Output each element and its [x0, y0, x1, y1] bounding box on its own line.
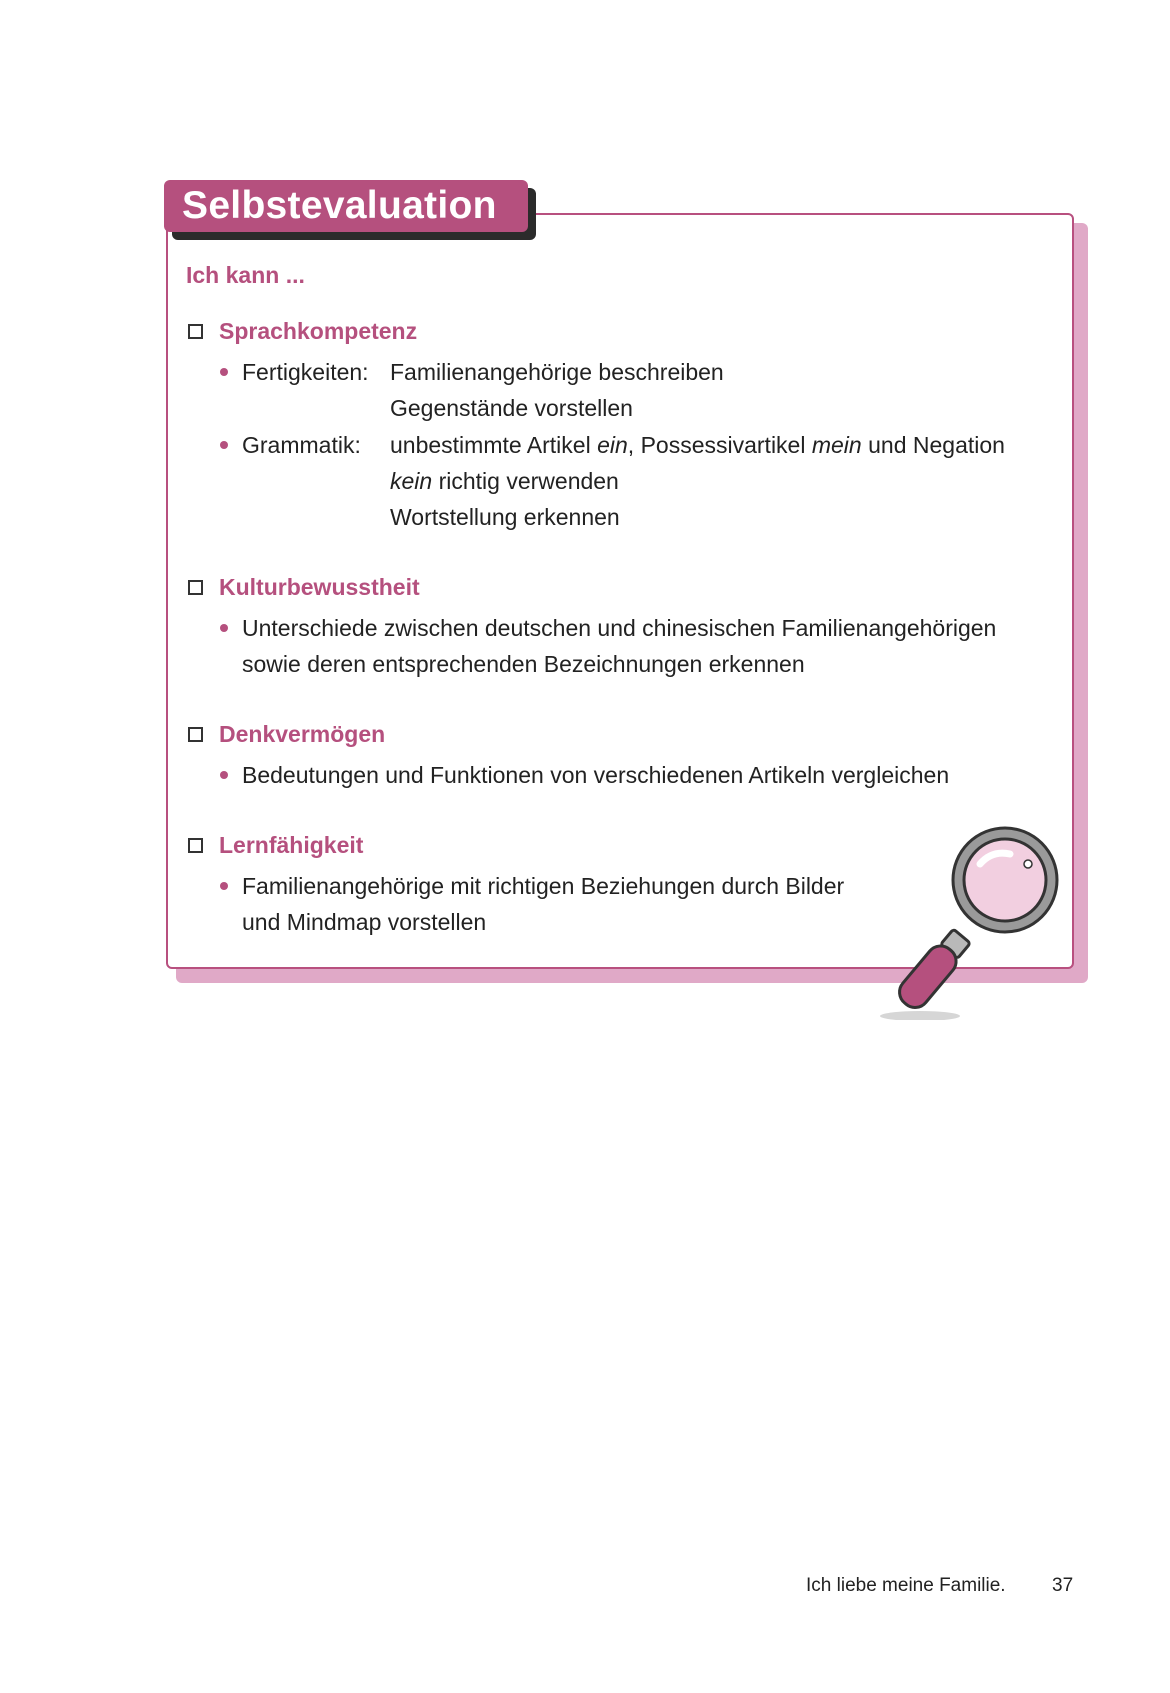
- fertigkeiten-line-1: Familienangehörige beschreiben: [390, 359, 724, 385]
- emphasis-ein: ein: [597, 432, 628, 458]
- text-span: unbestimmte Artikel: [390, 432, 598, 458]
- text-span: und Negation: [861, 432, 1005, 458]
- checkbox-icon[interactable]: [188, 580, 203, 595]
- section-denkvermoegen[interactable]: [188, 721, 385, 748]
- grammatik-label: Grammatik:: [242, 432, 361, 458]
- bullet-icon: [220, 368, 228, 376]
- checkbox-icon[interactable]: [188, 324, 203, 339]
- bullet-icon: [220, 441, 228, 449]
- section-lernfaehigkeit[interactable]: [188, 832, 363, 859]
- kultur-line-2: sowie deren entsprechenden Bezeichnungen erkennen: [242, 651, 805, 677]
- page-title: Selbstevaluation: [164, 180, 528, 232]
- grammatik-line-3: Wortstellung erkennen: [390, 504, 620, 530]
- bullet-icon: [220, 882, 228, 890]
- section-heading: Sprachkompetenz: [219, 318, 418, 344]
- fertigkeiten-label: Fertigkeiten:: [242, 359, 369, 385]
- emphasis-mein: mein: [811, 432, 862, 458]
- page-number: 37: [1052, 1575, 1074, 1596]
- section-sprachkompetenz[interactable]: [188, 318, 417, 345]
- fertigkeiten-line-2: Gegenstände vorstellen: [390, 395, 633, 421]
- checkbox-icon[interactable]: [188, 727, 203, 742]
- intro-text: Ich kann ...: [186, 262, 305, 288]
- section-heading: Kulturbewusstheit: [219, 574, 420, 600]
- footer-text: Ich liebe meine Familie.: [806, 1575, 1006, 1596]
- emphasis-kein: kein: [390, 468, 433, 494]
- bullet-icon: [220, 624, 228, 632]
- checkbox-icon[interactable]: [188, 838, 203, 853]
- lern-line-2: und Mindmap vorstellen: [242, 909, 487, 935]
- grammatik-line-2: [390, 466, 619, 496]
- grammatik-line-1: [390, 430, 1005, 460]
- text-span: richtig verwenden: [432, 468, 619, 494]
- lern-line-1: Familienangehörige mit richtigen Beziehungen durch Bilder: [242, 873, 845, 899]
- bullet-icon: [220, 771, 228, 779]
- section-kulturbewusstheit[interactable]: [188, 574, 420, 601]
- denk-line-1: Bedeutungen und Funktionen von verschiedenen Artikeln vergleichen: [242, 762, 950, 788]
- magnifier-icon: [880, 820, 1080, 1020]
- kultur-line-1: Unterschiede zwischen deutschen und chinesischen Familienangehörigen: [242, 615, 997, 641]
- section-heading: Denkvermögen: [219, 721, 386, 747]
- text-span: , Possessivartikel: [627, 432, 812, 458]
- section-heading: Lernfähigkeit: [219, 832, 364, 858]
